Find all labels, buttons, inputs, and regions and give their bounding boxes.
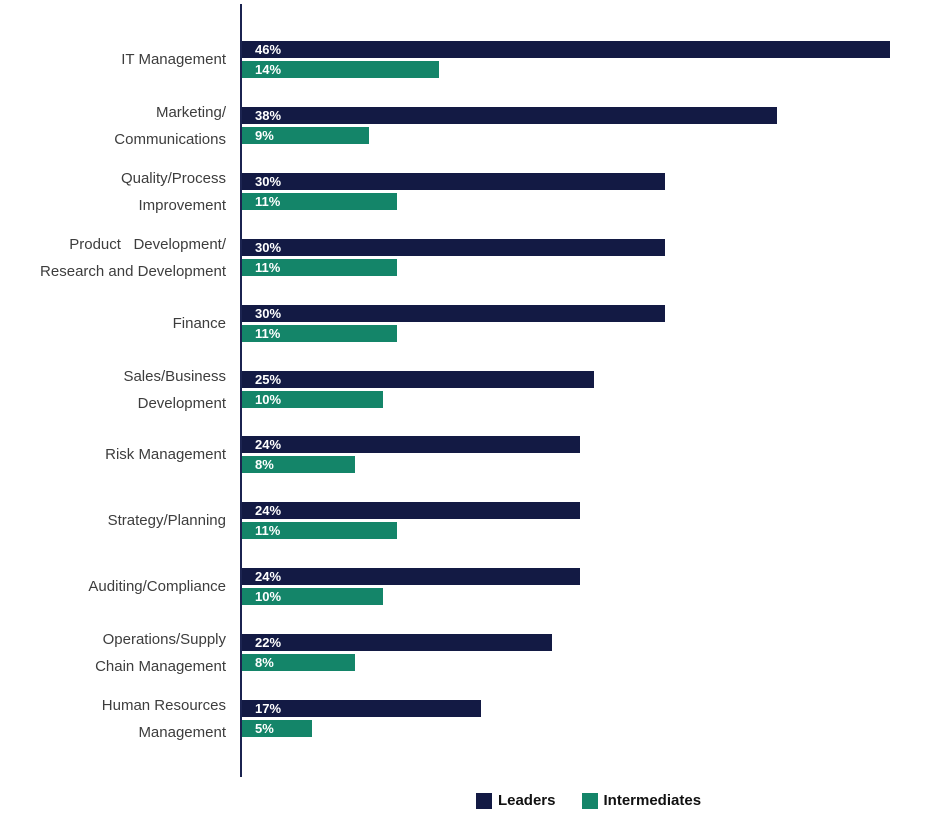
- bar-value-label: 30%: [255, 306, 282, 321]
- bar-value-label: 10%: [255, 392, 282, 407]
- category-label-line: Operations/Supply: [102, 630, 226, 648]
- bar-value-label: 22%: [255, 635, 282, 650]
- bar-value-label: 11%: [255, 326, 281, 341]
- intermediates-bar: [242, 391, 383, 408]
- leaders-bar: [242, 107, 777, 124]
- bar-value-label: 8%: [255, 457, 274, 472]
- leaders-bar: [242, 436, 580, 453]
- intermediates-bar: [242, 456, 355, 473]
- bar-value-label: 46%: [255, 42, 282, 57]
- category-label-line: Sales/Business: [123, 367, 226, 385]
- bar-value-label: 30%: [255, 240, 282, 255]
- category-label: [0, 436, 226, 473]
- bar-value-label: 38%: [255, 108, 282, 123]
- category-label-line: Auditing/Compliance: [88, 578, 226, 595]
- category-label-line: Finance: [172, 315, 226, 332]
- category-label-line: Human Resources: [101, 696, 226, 714]
- intermediates-bar: [242, 654, 355, 671]
- leaders-bar: [242, 700, 481, 717]
- category-label-line: Marketing/: [155, 103, 226, 121]
- bar-value-label: 11%: [255, 523, 281, 538]
- leaders-bar: [242, 634, 552, 651]
- bar-value-label: 17%: [255, 701, 282, 716]
- leaders-bar: [242, 305, 665, 322]
- legend-item-leaders: [476, 792, 556, 809]
- legend-swatch: [582, 793, 598, 809]
- category-label: [0, 630, 226, 675]
- leaders-bar: [242, 239, 665, 256]
- category-label-line: Communications: [114, 130, 226, 148]
- category-label-line: Risk Management: [105, 446, 226, 463]
- category-label-line: Strategy/Planning: [107, 512, 226, 529]
- category-label-line: IT Management: [121, 51, 226, 68]
- category-label-line: Research and Development: [40, 262, 226, 280]
- legend-swatch: [476, 793, 492, 809]
- category-label-line: Chain Management: [95, 657, 226, 675]
- legend-label: Leaders: [497, 792, 556, 809]
- bar-value-label: 10%: [255, 589, 282, 604]
- bar-value-label: 8%: [255, 655, 274, 670]
- intermediates-bar: [242, 193, 397, 210]
- category-label-line: Product Development/: [69, 235, 226, 253]
- bar-value-label: 24%: [255, 503, 282, 518]
- leaders-bar: [242, 371, 594, 388]
- category-label-line: Quality/Process: [120, 169, 226, 187]
- leaders-bar: [242, 502, 580, 519]
- bar-value-label: 5%: [255, 721, 274, 736]
- bar-value-label: 14%: [255, 62, 282, 77]
- category-label: [0, 568, 226, 605]
- intermediates-bar: [242, 127, 369, 144]
- category-label-line: Development: [137, 394, 226, 412]
- intermediates-bar: [242, 259, 397, 276]
- leaders-bar: [242, 568, 580, 585]
- intermediates-bar: [242, 720, 312, 737]
- legend-label: Intermediates: [603, 792, 702, 809]
- bar-value-label: 24%: [255, 437, 282, 452]
- category-label: [0, 235, 226, 280]
- intermediates-bar: [242, 325, 397, 342]
- legend-item-intermediates: [582, 792, 702, 809]
- category-label-line: Improvement: [138, 196, 226, 214]
- legend: [241, 792, 936, 809]
- category-label: [0, 41, 226, 78]
- category-label: [0, 696, 226, 741]
- leaders-bar: [242, 173, 665, 190]
- bar-value-label: 25%: [255, 372, 282, 387]
- category-label-line: Management: [138, 723, 226, 741]
- bar-value-label: 11%: [255, 260, 281, 275]
- intermediates-bar: [242, 522, 397, 539]
- bar-value-label: 11%: [255, 194, 281, 209]
- category-label: [0, 103, 226, 148]
- bar-value-label: 24%: [255, 569, 282, 584]
- leaders-bar: [242, 41, 890, 58]
- bar-value-label: 30%: [255, 174, 282, 189]
- category-label: [0, 502, 226, 539]
- intermediates-bar: [242, 588, 383, 605]
- intermediates-bar: [242, 61, 439, 78]
- category-label: [0, 169, 226, 214]
- category-label: [0, 305, 226, 342]
- category-label: [0, 367, 226, 412]
- bar-value-label: 9%: [255, 128, 274, 143]
